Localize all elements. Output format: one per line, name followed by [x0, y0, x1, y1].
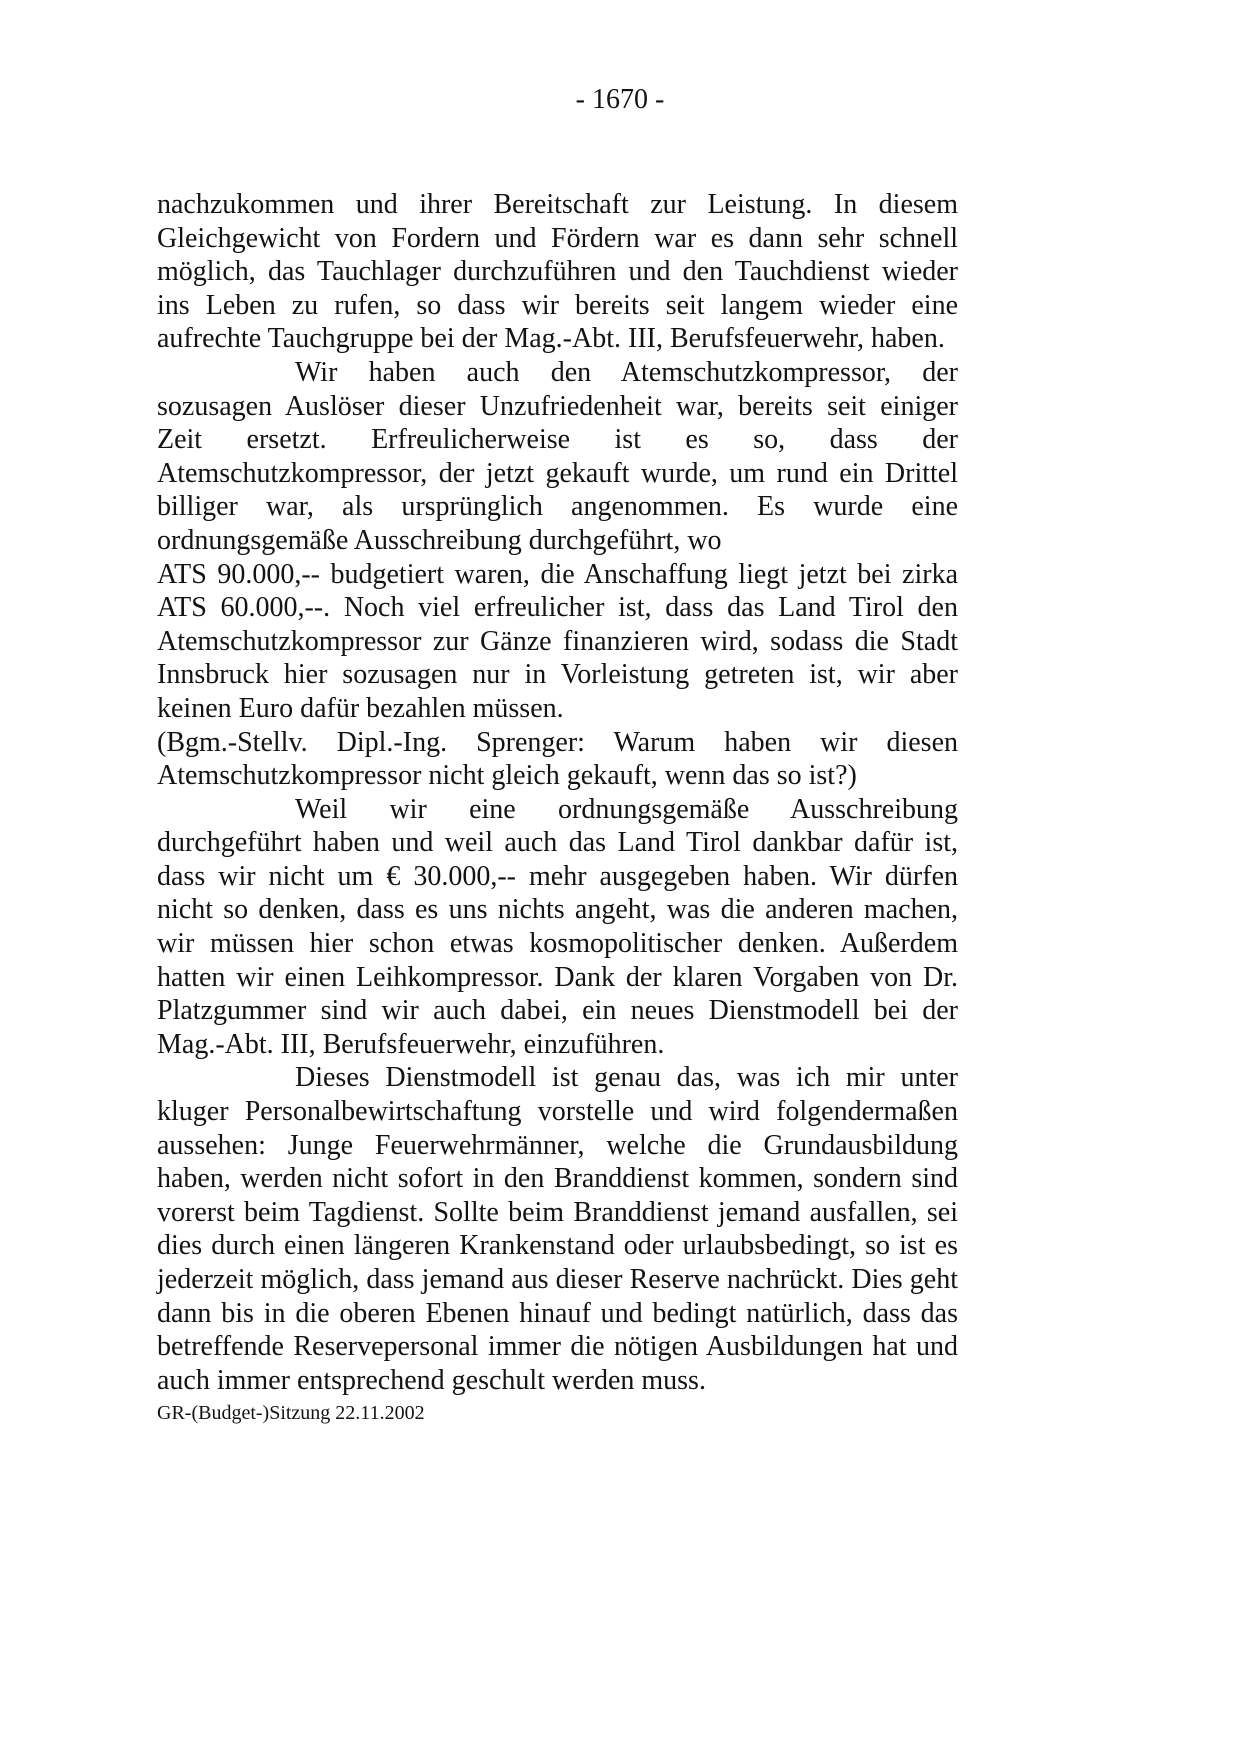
paragraph: ATS 90.000,-- budgetiert waren, die Anschaffung liegt jetzt bei zirka ATS 60.000,--. Noch viel erfreulicher ist, dass das Land Tirol den Atemschutzkompressor zur Gänze finanzieren wird, sodass die Stadt Innsbruck hier sozusagen nur in Vorleistung getreten ist, wir aber keinen Euro dafür bezahlen müssen.	[157, 558, 958, 724]
page-number: - 1670 -	[575, 84, 665, 115]
body-text	[157, 188, 958, 1397]
footer-note: GR-(Budget-)Sitzung 22.11.2002	[157, 1402, 425, 1424]
paragraph: nachzukommen und ihrer Bereitschaft zur Leistung. In diesem Gleichgewicht von Fordern und Fördern war es dann sehr schnell möglich, das Tauchlager durchzuführen und den Tauchdienst wieder ins Leben zu rufen, so dass wir bereits seit langem wieder eine aufrechte Tauchgruppe bei der Mag.-Abt. III, Berufsfeuerwehr, haben.	[157, 189, 958, 355]
paragraph-interjection: (Bgm.-Stellv. Dipl.-Ing. Sprenger: Warum haben wir diesen Atemschutzkompressor nicht gleich gekauft, wenn das so ist?)	[157, 726, 958, 792]
paragraph: Weil wir eine ordnungsgemäße Ausschreibung durchgeführt haben und weil auch das Land Tirol dankbar dafür ist, dass wir nicht um € 30.000,-- mehr ausgegeben haben. Wir dürfen nicht so denken, dass es uns nichts angeht, was die anderen machen, wir müssen hier schon etwas kosmopolitischer denken. Außerdem hatten wir einen Leihkompressor. Dank der klaren Vorgaben von Dr. Platzgummer sind wir auch dabei, ein neues Dienstmodell bei der Mag.-Abt. III, Berufsfeuerwehr, einzuführen.	[157, 793, 958, 1060]
paragraph: Dieses Dienstmodell ist genau das, was ich mir unter kluger Personalbewirtschaftung vorstelle und wird folgendermaßen aussehen: Junge Feuerwehrmänner, welche die Grundausbildung haben, werden nicht sofort in den Branddienst kommen, sondern sind vorerst beim Tagdienst. Sollte beim Branddienst jemand ausfallen, sei dies durch einen längeren Krankenstand oder urlaubsbedingt, so ist es jederzeit möglich, dass jemand aus dieser Reserve nachrückt. Dies geht dann bis in die oberen Ebenen hinauf und bedingt natürlich, dass das betreffende Reservepersonal immer die nötigen Ausbildungen hat und auch immer entsprechend geschult werden muss.	[157, 1062, 958, 1396]
paragraph: Wir haben auch den Atemschutzkompressor, der sozusagen Auslöser dieser Unzufriedenheit war, bereits seit einiger Zeit ersetzt. Erfreulicherweise ist es so, dass der Atemschutzkompressor, der jetzt gekauft wurde, um rund ein Drittel billiger war, als ursprünglich angenommen. Es wurde eine ordnungsgemäße Ausschreibung durchgeführt, wo	[157, 356, 958, 556]
